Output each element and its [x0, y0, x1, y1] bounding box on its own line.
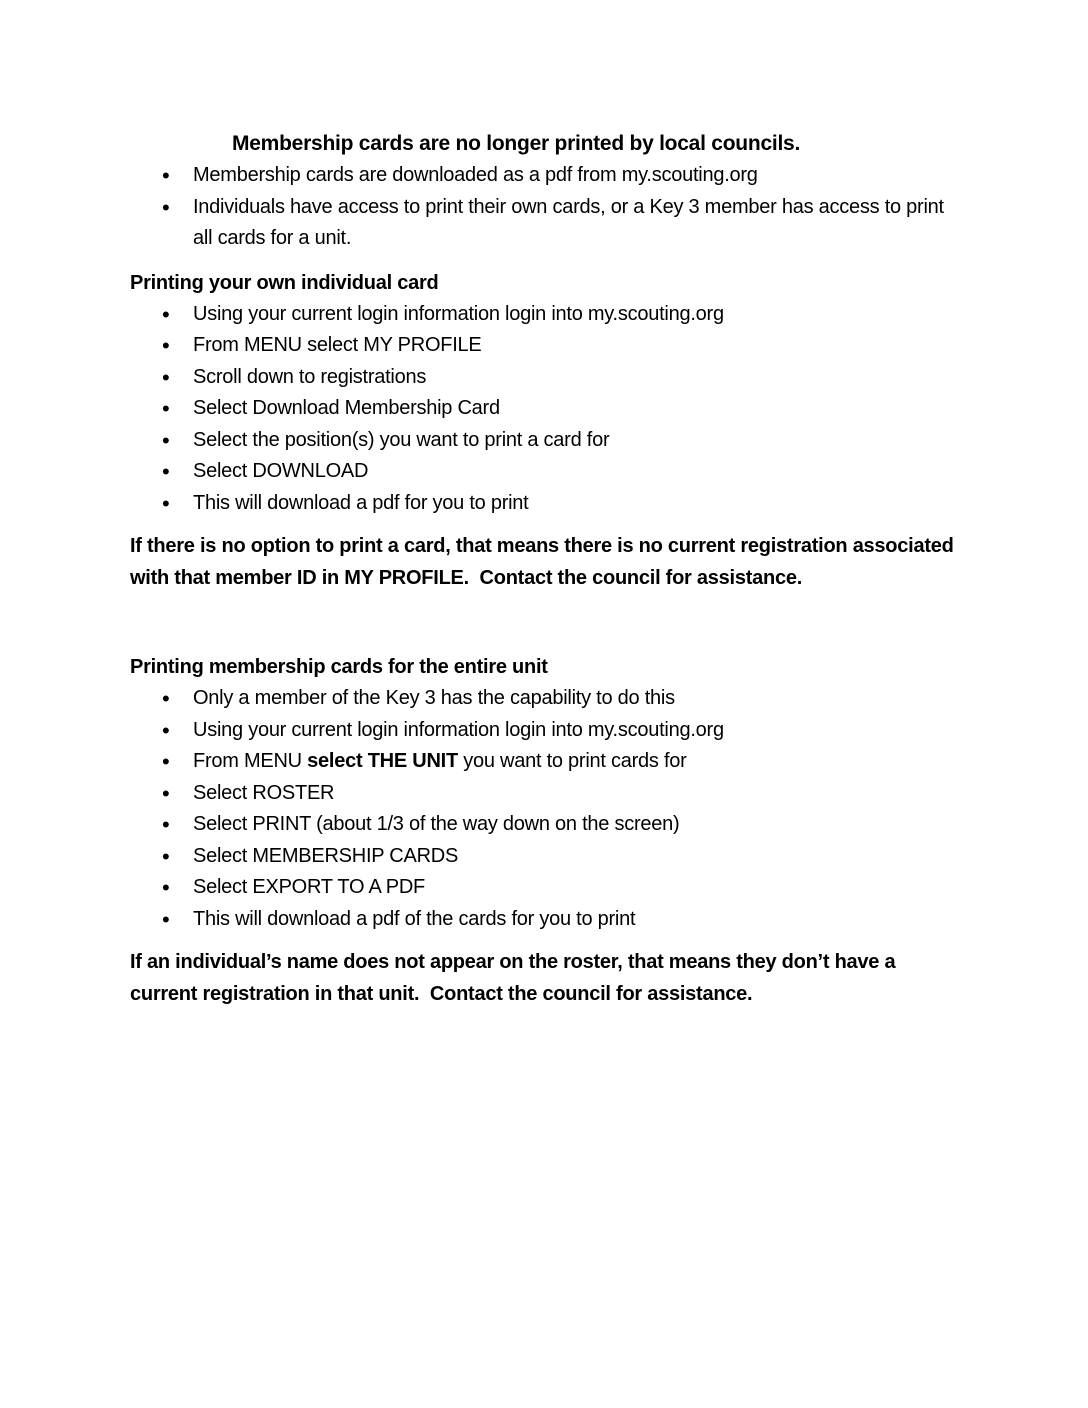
note-name-not-on-roster: If an individual’s name does not appear on the roster, that means they don’t have a current registration in that unit. Contact the council for assistance.	[130, 951, 901, 1005]
list-item: • Select MEMBERSHIP CARDS	[193, 841, 958, 873]
list-item: • This will download a pdf for you to print	[193, 488, 958, 520]
list-item: • Membership cards are downloaded as a pdf from my.scouting.org	[193, 160, 958, 192]
list-item-text: you want to print cards for	[457, 750, 687, 772]
list-item: • Using your current login information login into my.scouting.org	[193, 299, 958, 331]
list-item: • Select DOWNLOAD	[193, 456, 958, 488]
individual-card-bullet-list	[130, 299, 958, 520]
list-item: • This will download a pdf of the cards for you to print	[193, 904, 958, 936]
list-item: • Select EXPORT TO A PDF	[193, 872, 958, 904]
list-item: • Only a member of the Key 3 has the capability to do this	[193, 683, 958, 715]
section-heading-individual-card: Printing your own individual card	[130, 271, 439, 294]
note-no-print-option: If there is no option to print a card, that means there is no current registration associated with that member ID in MY PROFILE. Contact the council for assistance.	[130, 535, 959, 589]
list-item-bold-text: select THE UNIT	[307, 750, 458, 772]
list-item: • Select Download Membership Card	[193, 393, 958, 425]
entire-unit-bullet-list	[130, 683, 958, 935]
list-item: • Select PRINT (about 1/3 of the way down on the screen)	[193, 809, 958, 841]
list-item: • From MENU select MY PROFILE	[193, 330, 958, 362]
list-item: • Using your current login information login into my.scouting.org	[193, 715, 958, 747]
list-item	[193, 746, 958, 778]
document-title: Membership cards are no longer printed by local councils.	[232, 132, 801, 155]
section-heading-entire-unit: Printing membership cards for the entire unit	[130, 656, 548, 678]
list-item: • Individuals have access to print their own cards, or a Key 3 member has access to print all cards for a unit.	[193, 192, 958, 255]
list-item-text: From MENU	[193, 750, 308, 772]
list-item: • Select the position(s) you want to print a card for	[193, 425, 958, 457]
list-item: • Select ROSTER	[193, 778, 958, 810]
list-item: • Scroll down to registrations	[193, 362, 958, 394]
intro-bullet-list	[130, 160, 958, 255]
